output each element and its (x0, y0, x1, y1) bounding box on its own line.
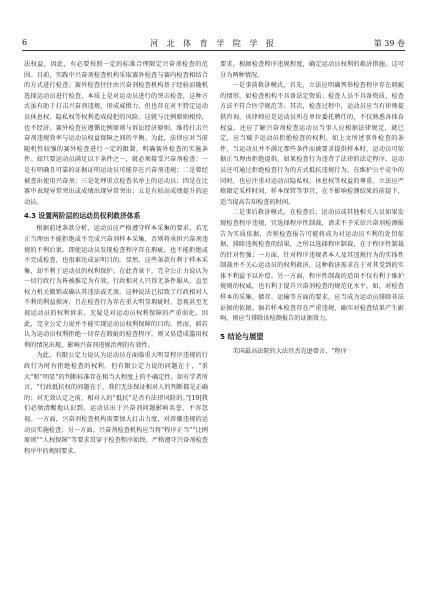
paragraph: 要求，根据检查程序违规程度，确定运动员权利的救济措施，这可分为两种情况。 (220, 61, 404, 79)
paragraph: 根据前述条款分析，运动员应严格遵守样本采集的要求，若无正当理由不能拒绝或不完成兴奋剂样本采集，否则将承担兴奋剂违规的不利后果。即使运动员发现检查程序存在瑕疵，也不能拒绝或不完成检查，也很难达成证明目的。显然，这些条款有利于样本采集，却不利于运动员的权利保护。在此背景下，完全公正力说认为一切行政行为皆被推定为有效，行政相对人只得无条件服从，直至权力机关撤销或确认其违法或无效。这种说法已招致了行政相对人不利的利益损害，且在检查行为存在重大明显瑕疵时，忽视甚至无视运动员的权利诉求，无疑是对运动员权利保障的严重弱化。因此，完全公定力说并不能实现运动员权利保障的目的。然而，倘若认为运动员权利拒绝一切存在瑕疵的检查程序，则又易造成滥用权利的情况出现，影响兴奋剂违规治理的有效性。 (24, 225, 208, 349)
paragraph: 美国最高法院的大法官杰克逊曾言，“程序 (232, 347, 347, 355)
paragraph: 为此，有限公定力说认为运动员在面临重大明显程序违规的行政行为时有拒绝检查的权利。但有限公定力说的问题在于，“重大”和“明显”的判断标准存在相当大程度上的不确定性。如有学者所言，“行政抵抗权的问题在于，我们无法保证相对人的判断都是正确的；对无效认定之前，相对人的“抵抗”是否有法律风险的。”[19]我们必须清醒地认识到，运动员出于兴奋剂问题影响名誉、不容忽视。一方面，兴奋剂检查机构需要加大打击力度，对涉嫌违规的运动员实施检查；另一方面，兴奋剂检查机构应当将“程序正当”“比例原则”“人权保障”等要求贯穿于检查程序始终，严格遵守兴奋剂检查程序中的规则要求。 (24, 352, 208, 455)
right-column (220, 60, 404, 357)
left-column (24, 60, 208, 457)
running-header (22, 36, 405, 51)
section-heading: 5 结论与展望 (220, 331, 264, 341)
paragraph: 一是事前救济模式，首先，立法应明确列举检查程序存在瑕疵的情形，如检查机构不具备法定资质；检查人员不具备资质，检查方法不符合医学规范等。其次，检查过程中，运动员应当有律师提供咨询，该律师应是运动员所在单位委托聘任的，不仅熟悉各体育权益，还应了解兴奋剂检查运动员当事人应根据法律规定，就已定，应当赋予运动员拒绝检查的权利。如上文所述事外检查的条件，当运动员并不满足那些条件而被要求提供样本时，运动员可依据正当理由拒绝提供。如果检查行为违背了法律的法定程序，运动员还可通过拒绝检查行为的方式抵抗违规行为，在维护公平竞争的同时，也应注重对运动员隐私权、休息权等权益的尊重。立法应严格限定采样时间，样本保管等事宜，在不影响检测结果的前提下，适当提高告知检查的时间。 (220, 82, 404, 206)
paragraph: 二是事后救济模式，在检查后，运动员或其他相关人员如果发现检查程序违规，宜选择程序性制裁，请求不予采信兴奋剂检测报告为实质依据，否则检查报告可能将成为对运动员不利的处罚依据，排除违规检查的结果，之所以选择程序制裁，在于程序性制裁的针对性强；一方面，针对程序违规者本人及其违规行为的实体性制裁并不关心运动员的权利救济，这种救济需求在于对其受到的实体不利益予以补偿。另一方面，程序性制裁的适用不仅有利于维护规则的权威，也有利于提升兴奋剂检查的规范化水平。如，对检查样本的采集、储存、运输等方面的要求，应当成为运动员排除非法证据的依据。倘若样本检查存在严重违规，确实对检查结果产生影响，则应当排除该检测报告的证据效力。 (220, 209, 404, 323)
paragraph: 法权益，因此，有必要按照一定的标准合理限定兴奋剂检查的范围。目前，实践中兴奋剂检查机构采取赛外检查与赛内检查相结合的方式进行检查。赛外检查往往由兴奋剂检查机构基于经验而随机选择运动员进行检查，本质上是对运动员进行的突击检查，这种方式虽有助于打击兴奋剂违规，形成威慑力，但也存在对不特定运动员休息权、隐私权等权利造成侵犯的风险。这就与比例原则相悖，也不经济。赛外检查应遵循比例原则与诉讼经济原则，维持打击兴奋剂违规效率与运动员权益保障之间的平衡。为此，法律应对当前随机性较强的赛外检查进行一定的限制，明确赛外检查的实施条件。如只要运动员满足以下条件之一，就必须接受兴奋剂检查：一是有明确且可靠的证据证明运动员可能存在兴奋剂违规；二是曾经被查出使用兴奋剂；三是处理重点检查名单上的运动员；四是在比赛中表现异常突出或成绩出现异常突出；五是有较高成绩提升的运动员。 (24, 61, 208, 206)
journal-title: 河 北 体 育 学 院 学 报 (150, 39, 277, 48)
page-number: 6 (22, 38, 28, 47)
volume-label: 第 39 卷 (373, 39, 405, 48)
section-heading: 4.3 设置两阶层的运动员权利救济体系 (24, 212, 141, 221)
